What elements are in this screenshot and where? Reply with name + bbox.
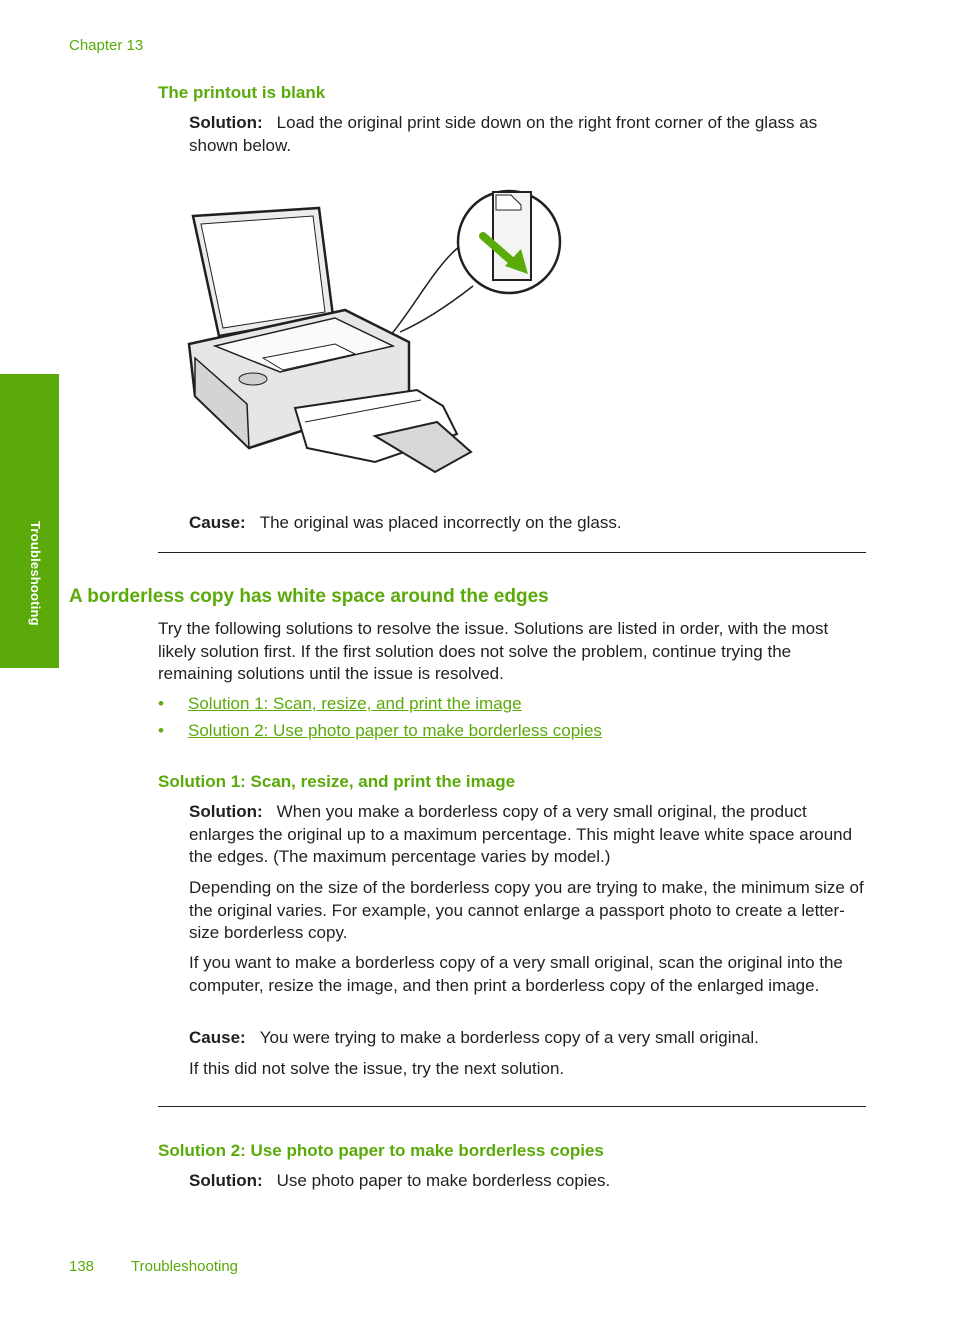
solution-label: Solution: xyxy=(189,113,263,132)
section-title-borderless-white-space: A borderless copy has white space around the edges xyxy=(69,586,549,607)
solution-text: Use photo paper to make borderless copies. xyxy=(276,1171,611,1190)
solution1-cause-paragraph xyxy=(189,1027,869,1050)
solution1-paragraph-2: Depending on the size of the borderless copy you are trying to make, the minimum size of the original varies. For example, you cannot enlarge a passport photo to create a letter-size borderless copy. xyxy=(189,878,864,942)
page-number: 138 xyxy=(69,1258,95,1275)
intro-paragraph: Try the following solutions to resolve the issue. Solutions are listed in order, with the most likely solution first. If the first solution does not solve the problem, continue trying the remaining solutions until the issue is resolved. xyxy=(158,619,829,683)
solution-label: Solution: xyxy=(189,1171,263,1190)
divider xyxy=(158,1106,866,1107)
cause-label: Cause: xyxy=(189,1028,246,1047)
divider xyxy=(158,552,866,553)
cause-label: Cause: xyxy=(189,513,246,532)
list-item xyxy=(158,693,870,720)
cause-text: You were trying to make a borderless copy of a very small original. xyxy=(259,1028,759,1047)
bullet: • xyxy=(158,694,164,713)
solution-link-list xyxy=(158,693,870,747)
solution1-followup: If this did not solve the issue, try the next solution. xyxy=(189,1059,565,1078)
side-tab-label: Troubleshooting xyxy=(28,521,43,626)
solution-text: Load the original print side down on the right front corner of the glass as shown below. xyxy=(189,113,818,155)
printer-glass-illustration xyxy=(185,186,565,480)
list-item xyxy=(158,720,870,747)
link-solution-1[interactable]: Solution 1: Scan, resize, and print the image xyxy=(188,694,522,713)
bullet: • xyxy=(158,721,164,740)
solution2-solution-paragraph xyxy=(189,1170,869,1193)
solution1-paragraph-3: If you want to make a borderless copy of a very small original, scan the original into the computer, resize the image, and then print a borderless copy of the enlarged image. xyxy=(189,953,843,995)
solution-label: Solution: xyxy=(189,802,263,821)
cause-text: The original was placed incorrectly on the glass. xyxy=(259,513,622,532)
solution-paragraph xyxy=(189,112,869,157)
solution2-title: Solution 2: Use photo paper to make borderless copies xyxy=(158,1141,604,1160)
cause-paragraph xyxy=(189,512,869,535)
link-solution-2[interactable]: Solution 2: Use photo paper to make borderless copies xyxy=(188,721,602,740)
solution1-title: Solution 1: Scan, resize, and print the image xyxy=(158,772,516,791)
section-title-printout-blank: The printout is blank xyxy=(158,83,326,102)
solution-text: When you make a borderless copy of a very small original, the product enlarges the original up to a maximum percentage. This might leave white space around the edges. (The maximum percentage varies by model.) xyxy=(189,802,853,866)
footer-section: Troubleshooting xyxy=(131,1258,239,1275)
chapter-header: Chapter 13 xyxy=(69,37,144,54)
solution1-solution-paragraph xyxy=(189,801,869,869)
